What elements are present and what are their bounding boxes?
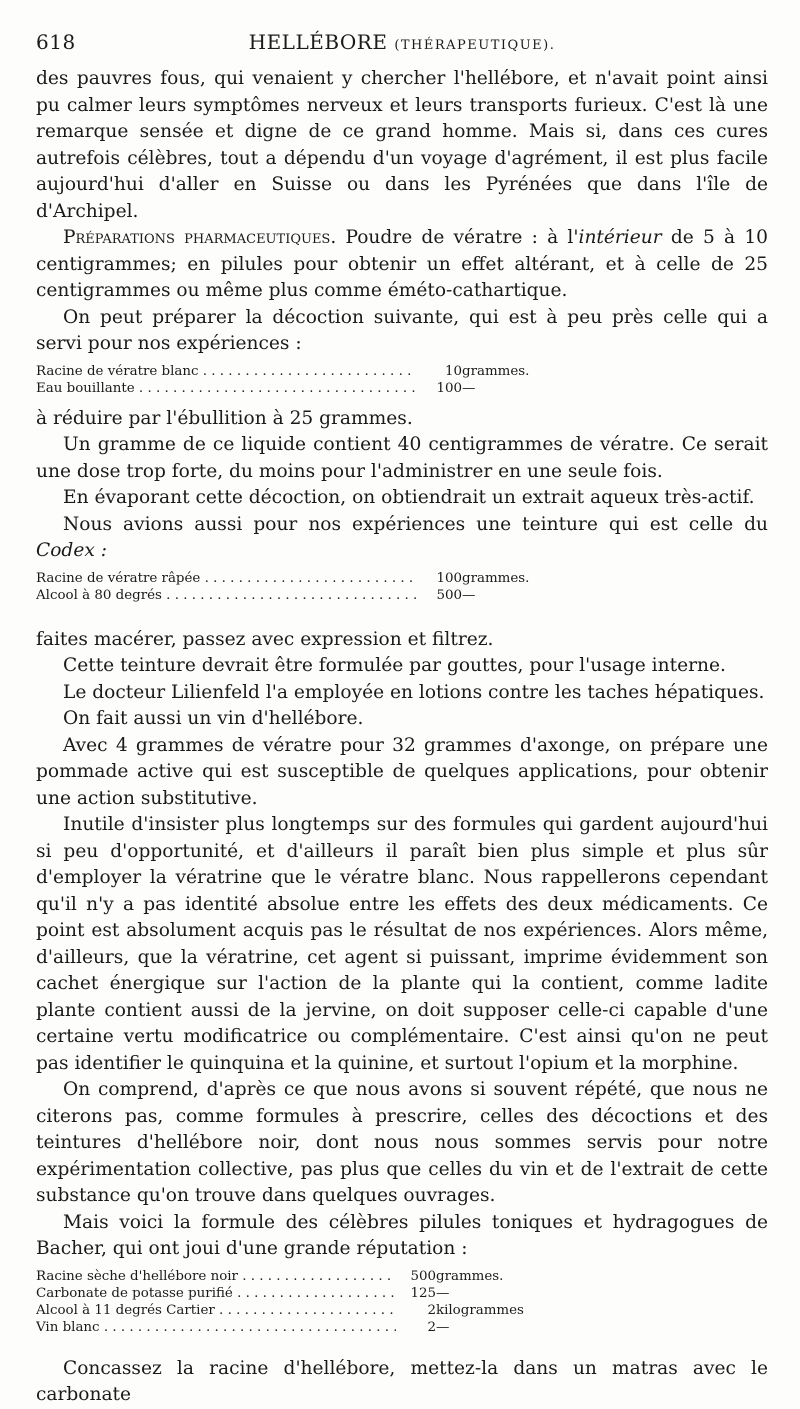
recipe-unit: — <box>462 587 476 603</box>
paragraph-2-text-b: de 5 à 10 centigrammes; en pilules pour obtenir un effet altérant, et à celle de 25 centigrammes ou même plus comme éméto-cathartique. <box>36 227 768 301</box>
recipe-ingredient: Racine de vératre râpée . . . <box>36 570 416 587</box>
recipe-quantity: 500 <box>436 587 462 603</box>
paragraph-2-italic: intérieur <box>578 227 662 248</box>
recipe-quantity: 100 <box>436 570 462 586</box>
paragraph-preparations <box>36 225 768 305</box>
paragraph-13: Inutile d'insister plus longtemps sur des formules qui gardent aujourd'hui si peu d'opportunité, et d'ailleurs il paraît bien plus simple et plus sûr d'employer la vératrine que le vératre blanc. Nous rappellerons cependant qu'il n'y a pas identité absolue entre les effets des deux médicaments. Ce point est absolument acquis pas le résultat de nos expériences. Alors même, d'ailleurs, que la vératrine, cet agent si puissant, imprime évidemment son cachet énergique sur l'action de la plante qui la contient, comme ladite plante contient aussi de la jervine, on doit supposer celle-ci capable d'une certaine vertu modificatrice ou complémentaire. C'est ainsi qu'on ne peut pas identifier le quinquina et la quinine, et surtout l'opium et la morphine. <box>36 814 768 1074</box>
paragraph-2-text-a: Poudre de vératre : à l' <box>336 227 579 248</box>
recipe-row <box>36 587 529 604</box>
paragraph-11: On fait aussi un vin d'hellébore. <box>63 708 364 729</box>
recipe-quantity: 125 <box>410 1285 436 1301</box>
recipe-row <box>36 1302 524 1319</box>
running-title-sub: (THÉRAPEUTIQUE). <box>394 38 556 53</box>
paragraph-15: Mais voici la formule des célèbres pilules toniques et hydragogues de Bacher, qui ont joui d'une grande réputation : <box>36 1211 768 1259</box>
paragraph-6: En évaporant cette décoction, on obtiendrait un extrait aqueux très-actif. <box>63 487 755 508</box>
recipe-row <box>36 570 529 587</box>
recipe-ingredient: Vin blanc . . . <box>36 1319 396 1336</box>
recipe-quantity: 10 <box>444 363 462 379</box>
recipe-row <box>36 1319 524 1336</box>
paragraph-14: On comprend, d'après ce que nous avons si souvent répété, que nous ne citerons pas, comme formules à prescrire, celles des décoctions et des teintures d'hellébore noir, dont nous nous sommes servis pour notre expérimentation collective, pas plus que celles du vin et de l'extrait de cette substance qu'on trouve dans quelques ouvrages. <box>36 1079 768 1206</box>
section-heading: Préparations pharmaceutiques. <box>63 227 337 248</box>
recipe-unit: kilogrammes <box>436 1302 524 1318</box>
running-title <box>36 30 768 54</box>
recipe-ingredient: Alcool à 80 degrés . . . <box>36 587 416 604</box>
recipe-unit: grammes. <box>462 570 530 586</box>
recipe-quantity: 2 <box>427 1319 436 1335</box>
recipe-table-decoction <box>36 363 529 397</box>
recipe-quantity: 100 <box>436 380 462 396</box>
recipe-ingredient: Alcool à 11 degrés Cartier . . . <box>36 1302 396 1319</box>
running-title-main: HELLÉBORE <box>248 30 388 54</box>
recipe-table-teinture <box>36 570 529 604</box>
recipe-row <box>36 1268 524 1285</box>
recipe-unit: grammes. <box>436 1268 504 1284</box>
paragraph-1: des pauvres fous, qui venaient y chercher l'hellébore, et n'avait point ainsi pu calmer leurs symptômes nerveux et leurs transports furieux. C'est là une remarque sensée et digne de ce grand homme. Mais si, dans ces cures autrefois célèbres, tout a dépendu d'un voyage d'agrément, il est plus facile aujourd'hui d'aller en Suisse ou dans les Pyrénées que dans l'île de d'Archipel. <box>36 68 768 222</box>
recipe-unit: — <box>436 1319 450 1335</box>
page-number: 618 <box>36 30 76 54</box>
recipe-row <box>36 363 529 380</box>
paragraph-9: Cette teinture devrait être formulée par gouttes, pour l'usage interne. <box>63 655 726 676</box>
recipe-unit: — <box>436 1285 450 1301</box>
paragraph-7-text: Nous avions aussi pour nos expériences une teinture qui est celle du <box>63 513 768 535</box>
paragraph-4: à réduire par l'ébullition à 25 grammes. <box>36 407 413 429</box>
paragraph-12: Avec 4 grammes de vératre pour 32 grammes d'axonge, on prépare une pommade active qui est susceptible de quelques applications, pour obtenir une action substitutive. <box>36 734 768 809</box>
codex-italic: Codex : <box>36 540 107 561</box>
recipe-row <box>36 380 529 397</box>
recipe-unit: — <box>462 380 476 396</box>
paragraph-16: Concassez la racine d'hellébore, mettez-la dans un matras avec le carbonate <box>36 1357 768 1405</box>
paragraph-7 <box>36 512 768 565</box>
recipe-ingredient: Racine sèche d'hellébore noir . . . <box>36 1268 396 1285</box>
paragraph-3: On peut préparer la décoction suivante, qui est à peu près celle qui a servi pour nos expériences : <box>36 306 768 354</box>
paragraph-10: Le docteur Lilienfeld l'a employée en lotions contre les taches hépatiques. <box>63 681 765 703</box>
recipe-quantity: 2 <box>427 1302 436 1318</box>
recipe-quantity: 500 <box>410 1268 436 1284</box>
page-header <box>36 26 768 66</box>
recipe-unit: grammes. <box>462 363 530 379</box>
paragraph-8: faites macérer, passez avec expression et filtrez. <box>36 628 494 650</box>
recipe-row <box>36 1285 524 1302</box>
recipe-ingredient: Eau bouillante . . . <box>36 380 416 397</box>
recipe-ingredient: Carbonate de potasse purifié . . . <box>36 1285 396 1302</box>
paragraph-5: Un gramme de ce liquide contient 40 centigrammes de vératre. Ce serait une dose trop forte, du moins pour l'administrer en une seule fois. <box>36 434 768 482</box>
recipe-table-bacher-pills <box>36 1268 524 1336</box>
recipe-ingredient: Racine de vératre blanc . . . <box>36 363 416 380</box>
